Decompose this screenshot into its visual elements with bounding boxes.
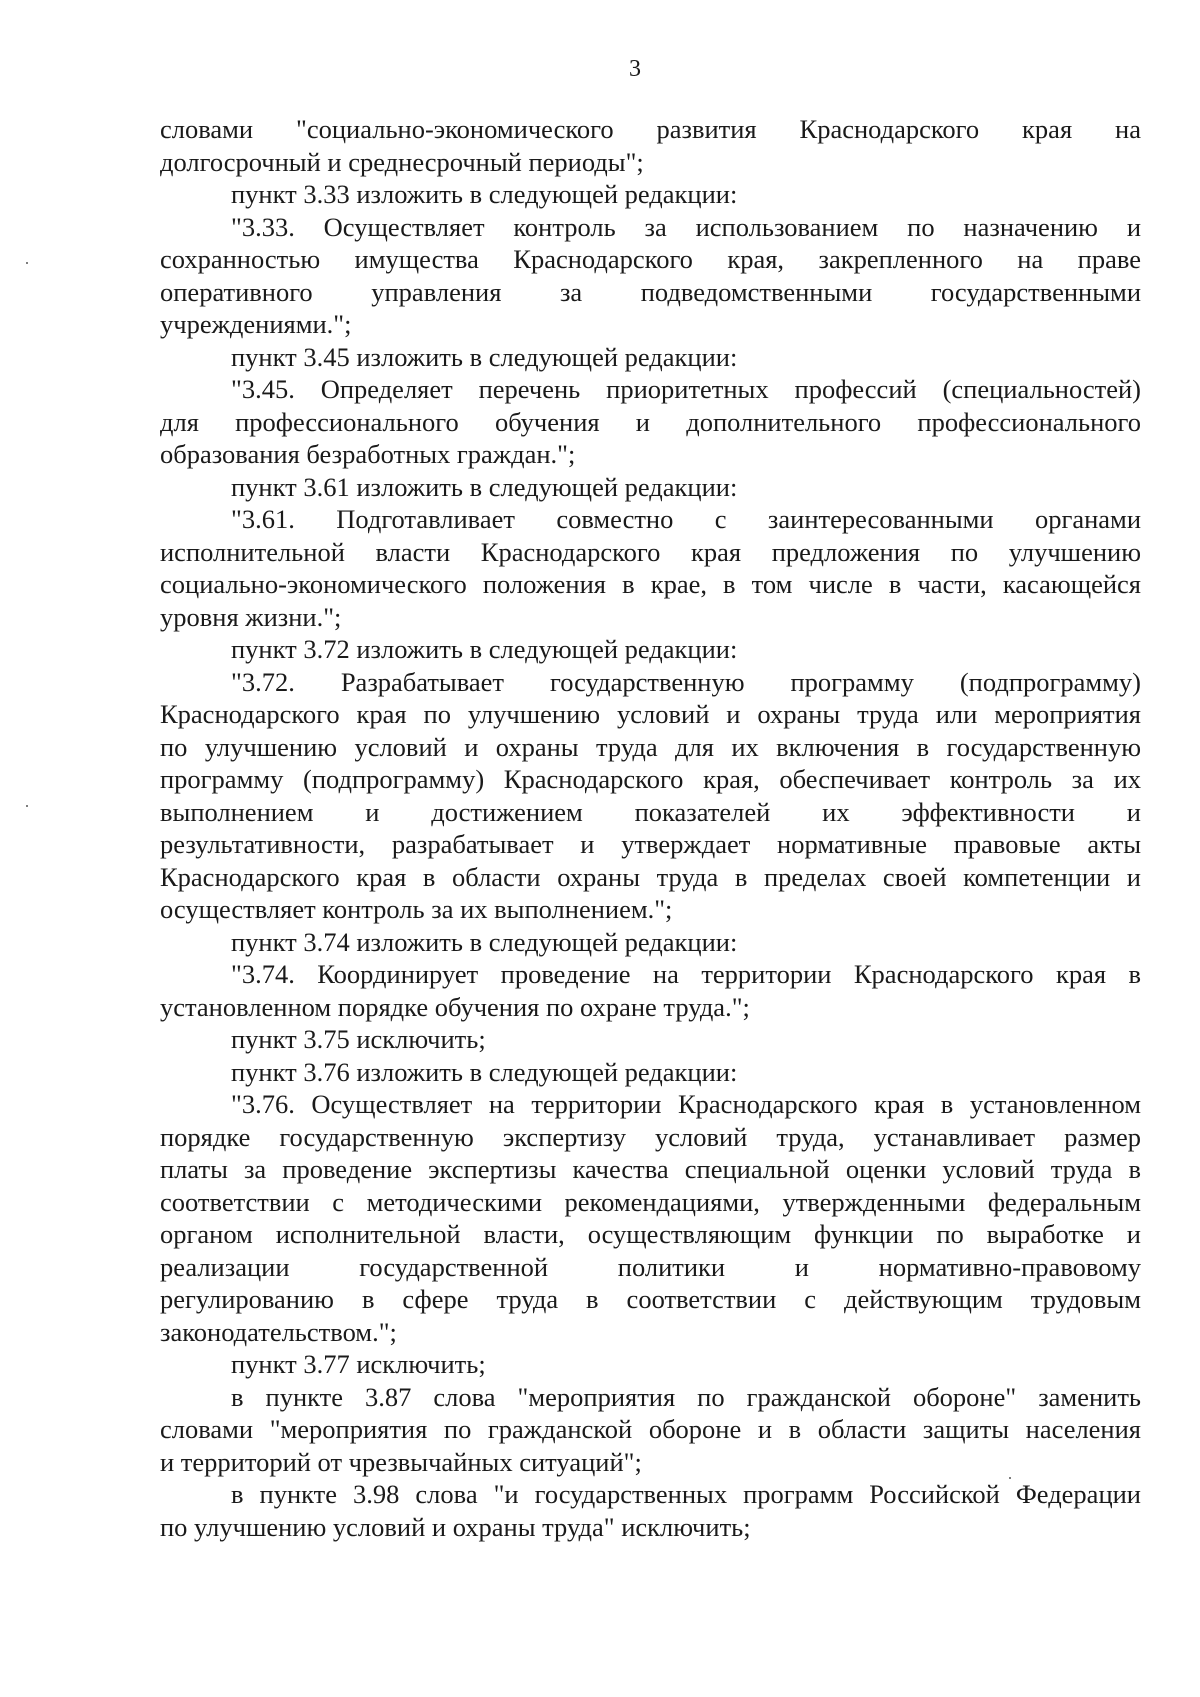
text-line: законодательством.";	[160, 1316, 397, 1347]
text-line: пункт 3.74 изложить в следующей редакции:	[231, 926, 738, 957]
text-line: пункт 3.76 изложить в следующей редакции:	[231, 1056, 738, 1087]
text-line: пункт 3.75 исключить;	[231, 1024, 486, 1054]
text-line: пункт 3.61 изложить в следующей редакции:	[231, 471, 738, 502]
text-line: пункт 3.45 изложить в следующей редакции:	[231, 341, 738, 372]
scan-speck	[26, 262, 28, 264]
text-line: Краснодарского края в области охраны труда в пределах своей компетенции и	[160, 861, 1141, 892]
scan-speck	[1009, 1477, 1011, 1479]
text-line: "3.74. Координирует проведение на территории Краснодарского края в	[231, 959, 1141, 989]
text-line: словами "мероприятия по гражданской обороне и в области защиты населения	[160, 1414, 1141, 1444]
text-line: платы за проведение экспертизы качества специальной оценки условий труда в	[160, 1154, 1141, 1184]
text-line: осуществляет контроль за их выполнением.";	[160, 894, 673, 924]
text-line: учреждениями.";	[160, 309, 352, 339]
text-line: пункт 3.33 изложить в следующей редакции:	[231, 179, 738, 209]
text-line: по улучшению условий и охраны труда для их включения в государственную	[160, 731, 1141, 762]
text-line: "3.61. Подготавливает совместно с заинтересованными органами	[231, 504, 1141, 534]
page-number: 3	[629, 56, 641, 82]
text-line: "3.33. Осуществляет контроль за использованием по назначению и	[231, 211, 1141, 242]
text-line: в пункте 3.87 слова "мероприятия по гражданской обороне" заменить	[231, 1381, 1141, 1412]
text-line: в пункте 3.98 слова "и государственных программ Российской Федерации	[231, 1479, 1141, 1509]
text-line: для профессионального обучения и дополнительного профессионального	[160, 406, 1141, 437]
text-line: образования безработных граждан.";	[160, 439, 576, 469]
text-line: "3.45. Определяет перечень приоритетных профессий (специальностей)	[231, 374, 1141, 404]
text-line: реализации государственной политики и нормативно-правовому	[160, 1251, 1141, 1282]
text-line: и территорий от чрезвычайных ситуаций";	[160, 1446, 642, 1477]
text-line: установленном порядке обучения по охране труда.";	[160, 991, 750, 1022]
text-line: органом исполнительной власти, осуществляющим функции по выработке и	[160, 1219, 1141, 1249]
text-line: исполнительной власти Краснодарского края предложения по улучшению	[160, 536, 1141, 567]
text-line: словами "социально-экономического развития Краснодарского края на	[160, 114, 1141, 144]
text-line: уровня жизни.";	[160, 601, 342, 632]
text-line: пункт 3.72 изложить в следующей редакции:	[231, 634, 738, 664]
text-line: сохранностью имущества Краснодарского края, закрепленного на праве	[160, 244, 1141, 274]
text-line: результативности, разрабатывает и утверждает нормативные правовые акты	[160, 829, 1141, 859]
text-line: Краснодарского края по улучшению условий и охраны труда или мероприятия	[160, 699, 1141, 729]
text-line: по улучшению условий и охраны труда" исключить;	[160, 1511, 751, 1542]
text-line: программу (подпрограмму) Краснодарского края, обеспечивает контроль за их	[160, 764, 1141, 794]
text-line: пункт 3.77 исключить;	[231, 1349, 486, 1379]
text-line: "3.76. Осуществляет на территории Краснодарского края в установленном	[231, 1089, 1141, 1119]
text-line: регулированию в сфере труда в соответствии с действующим трудовым	[160, 1284, 1141, 1314]
document-body	[160, 113, 1141, 1543]
text-line: соответствии с методическими рекомендациями, утвержденными федеральным	[160, 1186, 1141, 1217]
text-line: долгосрочный и среднесрочный периоды";	[160, 146, 644, 177]
text-line: социально-экономического положения в крае, в том числе в части, касающейся	[160, 569, 1141, 599]
scan-speck	[26, 805, 28, 807]
text-line: выполнением и достижением показателей их эффективности и	[160, 796, 1141, 827]
text-line: порядке государственную экспертизу условий труда, устанавливает размер	[160, 1121, 1141, 1152]
text-line: "3.72. Разрабатывает государственную программу (подпрограмму)	[231, 666, 1141, 697]
text-line: оперативного управления за подведомственными государственными	[160, 276, 1141, 307]
